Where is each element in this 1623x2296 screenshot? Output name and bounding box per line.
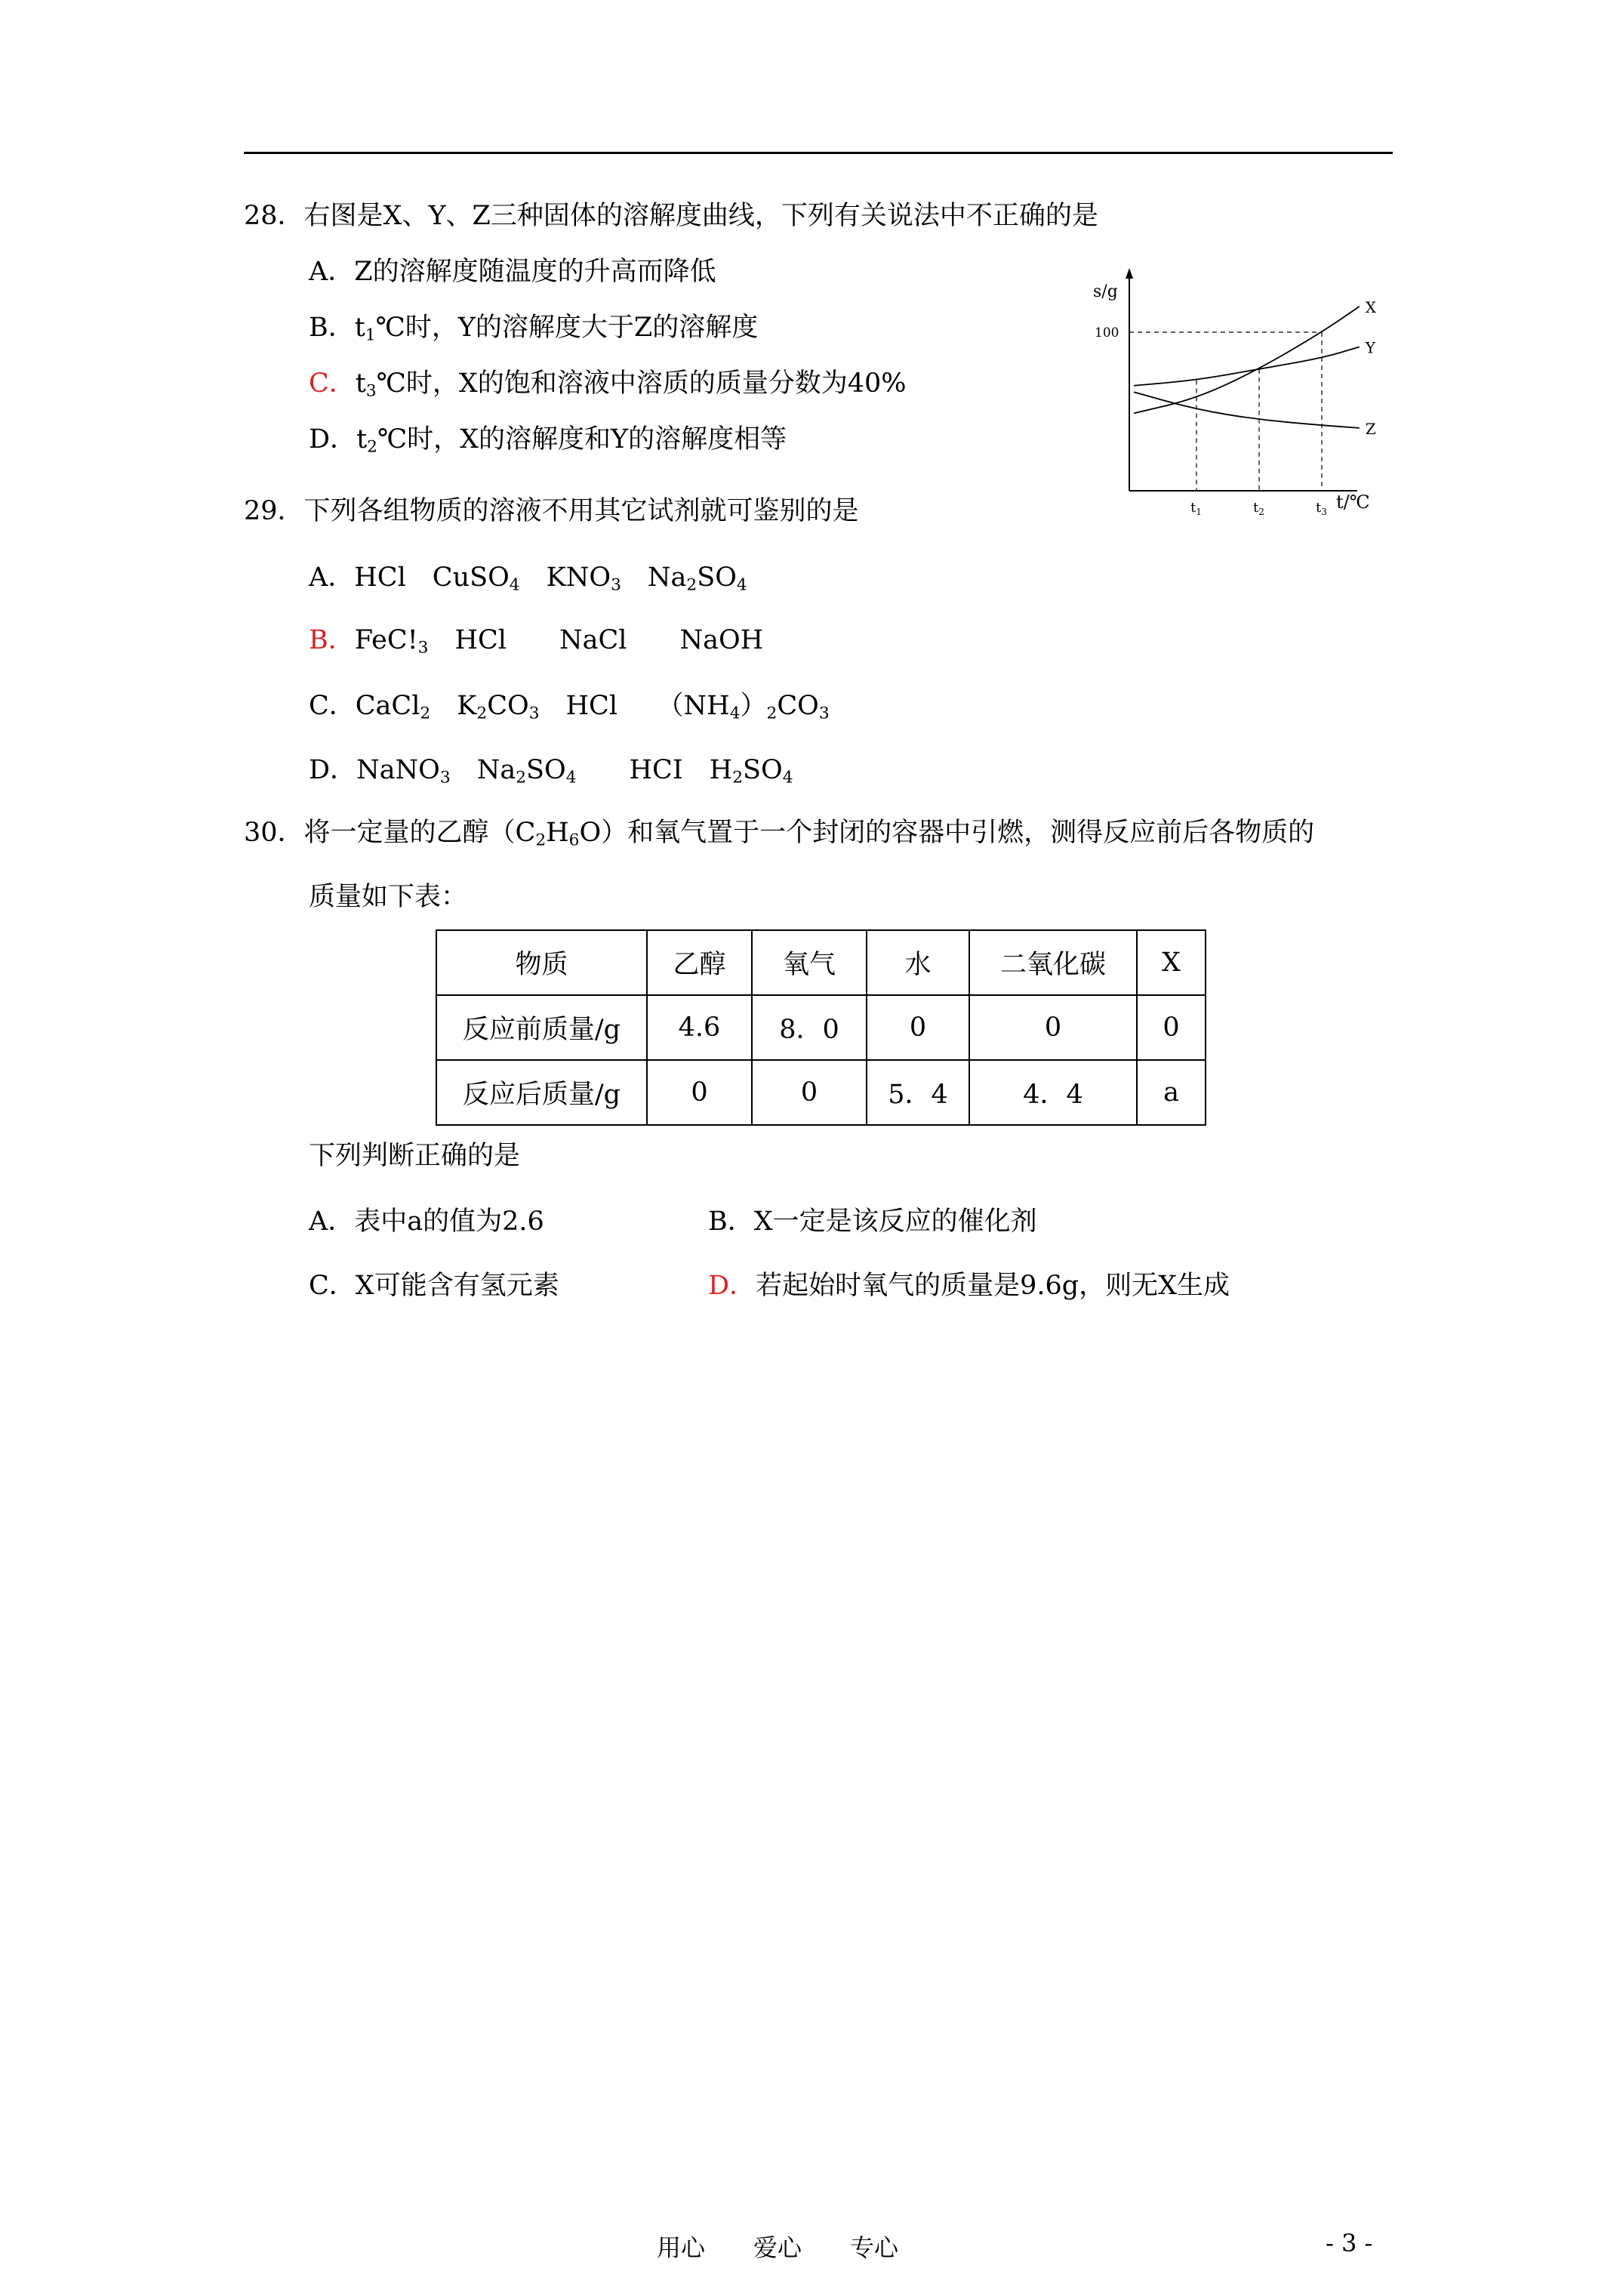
x-axis-label: t/℃	[1336, 492, 1370, 513]
q29-stem: 29．下列各组物质的溶液不用其它试剂就可鉴别的是	[244, 496, 859, 526]
series-label-z: Z	[1365, 419, 1376, 438]
table-row	[436, 1060, 1206, 1125]
table-cell: 反应后质量/g	[436, 1060, 647, 1125]
table-header-cell: 水	[867, 930, 969, 995]
table-header-cell: 物质	[436, 930, 647, 995]
q30-judge-prompt: 下列判断正确的是	[309, 1141, 521, 1171]
table-cell: 0	[752, 1060, 867, 1125]
y-axis-arrow	[1126, 268, 1133, 279]
page-number: - 3 -	[1326, 2229, 1373, 2257]
table-cell: 0	[867, 995, 969, 1060]
table-header-cell: 二氧化碳	[969, 930, 1137, 995]
q28-option-b: B．$t_1℃$时，Y的溶解度大于Z的溶解度	[309, 313, 759, 345]
x-tick-t3: $t_3$	[1316, 500, 1327, 517]
q29-option-a: A．HCl CuSO$_4$ $KNO_3$ $Na_2SO_4$	[309, 562, 747, 595]
table-cell: 0	[1137, 995, 1206, 1060]
y-axis-label: s/g	[1093, 282, 1118, 301]
table-cell: 0	[647, 1060, 752, 1125]
q28-option-a: A．Z的溶解度随温度的升高而降低	[309, 257, 716, 287]
solubility-chart	[1087, 260, 1397, 521]
mass-table	[436, 929, 1206, 1126]
table-header-cell: 氧气	[752, 930, 867, 995]
table-cell: 4.6	[647, 995, 752, 1060]
curve-z	[1134, 392, 1360, 428]
q29-option-c: C．CaCl$_2$ $K_2CO_3$ HCl $(NH_4)_2CO_3$	[309, 691, 830, 723]
q30-option-c: C．X可能含有氢元素	[309, 1271, 559, 1301]
q30-stem-line1: 30．将一定量的乙醇$(C_2H_6O)$和氧气置于一个封闭的容器中引燃，测得反应前后各物质的	[244, 818, 1315, 850]
q30-option-b: B．X一定是该反应的催化剂	[708, 1207, 1037, 1237]
x-tick-t1: $t_1$	[1190, 500, 1202, 517]
table-cell: 4．4	[969, 1060, 1137, 1125]
table-cell: a	[1137, 1060, 1206, 1125]
y-tick-100: 100	[1095, 325, 1119, 341]
x-tick-t2: $t_2$	[1253, 500, 1264, 517]
table-cell: 5．4	[867, 1060, 969, 1125]
q29-option-d: D．NaNO$_3$ $Na_2SO_4$ HCI $H_2SO_4$	[309, 755, 793, 787]
curve-x	[1134, 307, 1360, 414]
header-rule	[244, 152, 1393, 154]
table-header-row	[436, 930, 1206, 995]
table-cell: 反应前质量/g	[436, 995, 647, 1060]
q30-option-d: D．若起始时氧气的质量是9.6g，则无X生成	[708, 1271, 1230, 1301]
dashed-guides	[1129, 332, 1322, 491]
q28-option-d: D．$t_2℃$时，X的溶解度和Y的溶解度相等	[309, 424, 787, 457]
q28-stem: 28．右图是X、Y、Z三种固体的溶解度曲线，下列有关说法中不正确的是	[244, 201, 1098, 231]
q28-option-c: C．$t_3℃$时，X的饱和溶液中溶质的质量分数为40%	[309, 368, 907, 401]
curve-y	[1134, 347, 1360, 386]
table-header-cell: 乙醇	[647, 930, 752, 995]
curves	[1134, 307, 1360, 428]
table-cell: 0	[969, 995, 1137, 1060]
table-header-cell: X	[1137, 930, 1206, 995]
table-row	[436, 995, 1206, 1060]
x-ticks	[1190, 500, 1327, 517]
q29-option-b: B．$FeC!_3$ HCl NaCl NaOH	[309, 625, 764, 658]
footer-motto: 用心 爱心 专心	[657, 2233, 899, 2262]
q30-stem-line2: 质量如下表：	[309, 882, 468, 912]
q30-option-a: A．表中a的值为2.6	[309, 1207, 544, 1237]
table-cell: 8．0	[752, 995, 867, 1060]
series-labels	[1365, 298, 1377, 438]
series-label-y: Y	[1365, 338, 1376, 357]
series-label-x: X	[1365, 297, 1377, 316]
